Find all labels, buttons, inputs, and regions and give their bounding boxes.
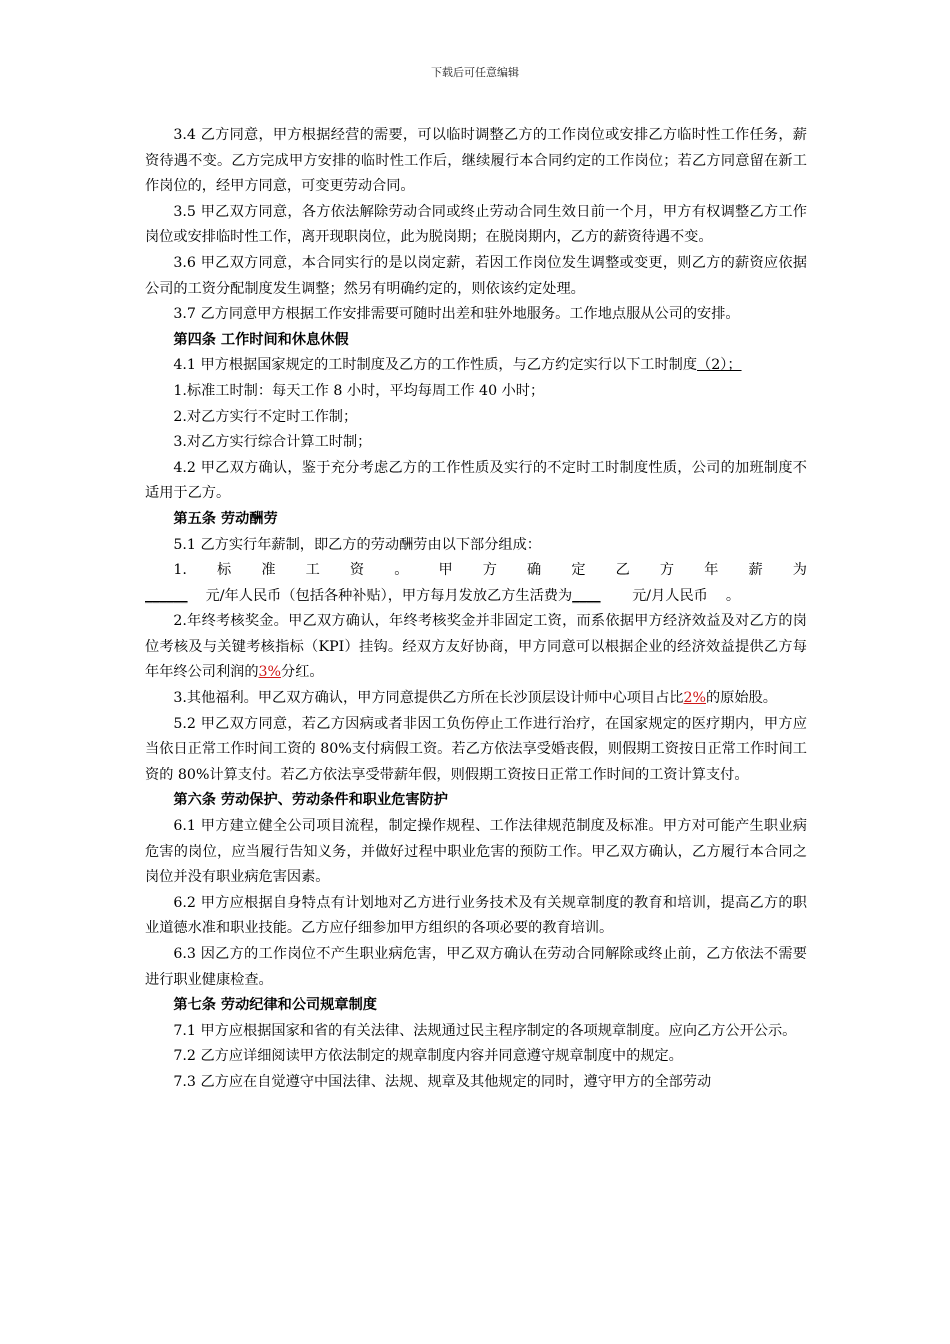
heading-article-4: 第四条 工作时间和休息休假 bbox=[173, 331, 349, 348]
paragraph-3-4: 3.4 乙方同意，甲方根据经营的需要，可以临时调整乙方的工作岗位或安排乙方临时性工作任务，薪资待遇不变。乙方完成甲方安排的临时性工作后，继续履行本合同约定的工作岗位；若乙方同意留在新工作岗位的，经甲方同意，可变更劳动合同。 bbox=[145, 127, 807, 195]
paragraph-6-2: 6.2 甲方应根据自身特点有计划地对乙方进行业务技术及有关规章制度的教育和培训，提高乙方的职业道德水准和职业技能。乙方应仔细参加甲方组织的各项必要的教育培训。 bbox=[145, 894, 807, 937]
paragraph-5-1: 5.1 乙方实行年薪制，即乙方的劳动酬劳由以下部分组成： bbox=[173, 536, 541, 553]
bonus-percentage: 3% bbox=[258, 664, 282, 681]
paragraph-5-2: 5.2 甲乙双方同意，若乙方因病或者非因工负伤停止工作进行治疗，在国家规定的医疗期内，甲方应当依日正常工作时间工资的 80%支付病假工资。若乙方依法享受婚丧假，则假期工资按日正常工作时间工资的 80%计算支付。若乙方依法享受带薪年假，则假期工资按日正常工作时间的工资计算支付。 bbox=[145, 715, 807, 783]
item-standard-salary bbox=[145, 558, 807, 609]
paragraph-3-6: 3.6 甲乙双方同意，本合同实行的是以岗定薪，若因工作岗位发生调整或变更，则乙方的薪资应依据公司的工资分配制度发生调整；然另有明确约定的，则依该约定处理。 bbox=[145, 254, 807, 297]
salary-text-3: 元/月人民币 。 bbox=[600, 587, 741, 604]
heading-article-6: 第六条 劳动保护、劳动条件和职业危害防护 bbox=[173, 792, 448, 809]
paragraph-6-1: 6.1 甲方建立健全公司项目流程，制定操作规程、工作法律规范制度及标准。甲方对可能产生职业病危害的岗位，应当履行告知义务，并做好过程中职业危害的预防工作。甲乙双方确认，乙方履行本合同之岗位并没有职业病危害因素。 bbox=[145, 818, 807, 886]
work-hours-choice: （2）； bbox=[697, 357, 742, 374]
item-other-benefits bbox=[145, 686, 807, 712]
paragraph-4-2: 4.2 甲乙双方确认，鉴于充分考虑乙方的工作性质及实行的不定时工时制度性质，公司的加班制度不适用于乙方。 bbox=[145, 459, 807, 502]
salary-text-1: 1.标准工资。甲方确定乙方年薪为 bbox=[173, 562, 807, 579]
paragraph-4-1-text: 4.1 甲方根据国家规定的工时制度及乙方的工作性质，与乙方约定实行以下工时制度 bbox=[173, 357, 698, 374]
benefits-text-end: 的原始股。 bbox=[706, 690, 777, 707]
paragraph-7-2: 7.2 乙方应详细阅读甲方依法制定的规章制度内容并同意遵守规章制度中的规定。 bbox=[173, 1048, 683, 1065]
paragraph-7-3: 7.3 乙方应在自觉遵守中国法律、法规、规章及其他规定的同时，遵守甲方的全部劳动 bbox=[173, 1073, 712, 1090]
heading-article-5: 第五条 劳动酬劳 bbox=[173, 510, 278, 527]
monthly-allowance-blank: ____ bbox=[572, 587, 601, 604]
salary-text-2: 元/年人民币（包括各种补贴），甲方每月发放乙方生活费为 bbox=[187, 587, 573, 604]
paragraph-6-3: 6.3 因乙方的工作岗位不产生职业病危害，甲乙双方确认在劳动合同解除或终止前，乙方依法不需要进行职业健康检查。 bbox=[145, 946, 807, 988]
annual-salary-blank: ______ bbox=[145, 587, 188, 604]
page-header: 下载后可任意编辑 bbox=[431, 66, 519, 79]
share-percentage: 2% bbox=[683, 690, 707, 707]
document-body bbox=[145, 123, 807, 1096]
option-comprehensive-hours: 3.对乙方实行综合计算工时制； bbox=[173, 434, 372, 451]
bonus-text-end: 分红。 bbox=[281, 664, 324, 681]
paragraph-7-1: 7.1 甲方应根据国家和省的有关法律、法规通过民主程序制定的各项规章制度。应向乙方公开公示。 bbox=[173, 1022, 797, 1039]
paragraph-4-1 bbox=[145, 353, 807, 379]
heading-article-7: 第七条 劳动纪律和公司规章制度 bbox=[173, 997, 377, 1014]
paragraph-3-5: 3.5 甲乙双方同意，各方依法解除劳动合同或终止劳动合同生效日前一个月，甲方有权调整乙方工作岗位或安排临时性工作，离开现职岗位，此为脱岗期；在脱岗期内，乙方的薪资待遇不变。 bbox=[145, 203, 807, 246]
paragraph-3-7: 3.7 乙方同意甲方根据工作安排需要可随时出差和驻外地服务。工作地点服从公司的安排。 bbox=[173, 306, 740, 323]
benefits-text: 3.其他福利。甲乙双方确认，甲方同意提供乙方所在长沙顶层设计师中心项目占比 bbox=[173, 690, 684, 707]
item-year-end-bonus bbox=[145, 609, 807, 686]
bonus-text: 2.年终考核奖金。甲乙双方确认，年终考核奖金并非固定工资，而系依据甲方经济效益及对乙方的岗位考核及与关键考核指标（KPI）挂钩。经双方友好协商，甲方同意可以根据企业的经济效益提供乙方每年年终公司利润的 bbox=[145, 613, 807, 681]
option-standard-hours: 1.标准工时制：每天工作 8 小时，平均每周工作 40 小时； bbox=[173, 382, 545, 399]
option-flexible-hours: 2.对乙方实行不定时工作制； bbox=[173, 408, 358, 425]
